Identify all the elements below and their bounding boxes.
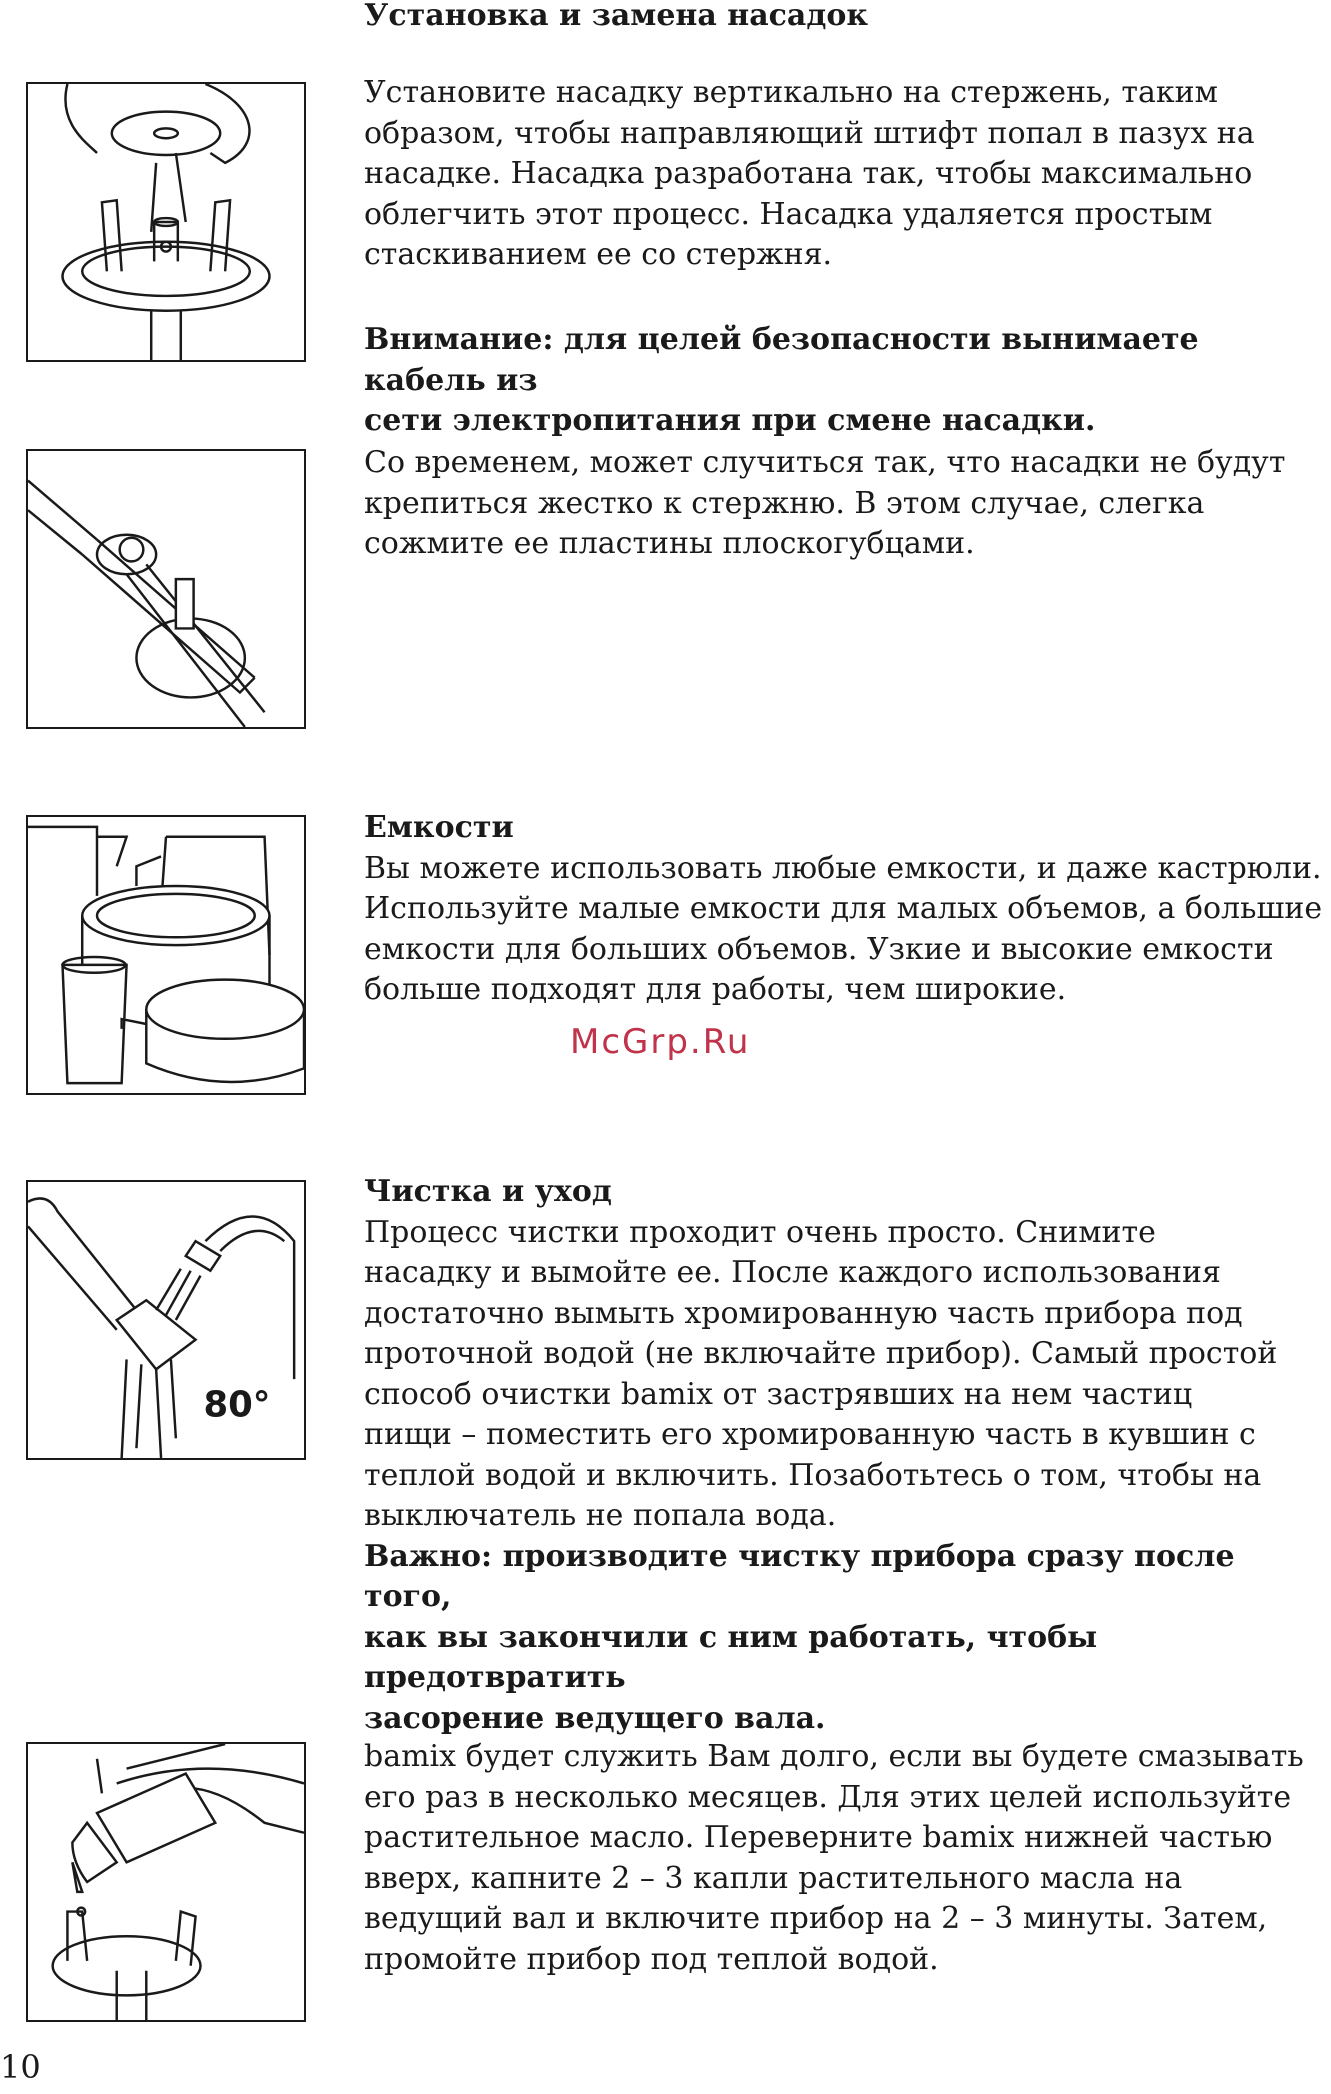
text-line: Установите насадку вертикально на стержень, таким (364, 75, 1218, 110)
pliers-instructions (364, 443, 1324, 565)
text-line: емкости для больших объемов. Узкие и высокие емкости (364, 931, 1274, 967)
text-line: сожмите ее пластины плоскогубцами. (364, 526, 975, 561)
text-line: крепиться жестко к стержню. В этом случае, слегка (364, 485, 1205, 521)
text-line: образом, чтобы направляющий штифт попал в пазух на (364, 115, 1255, 151)
text-line: Внимание: для целей безопасности вынимаете кабель из (364, 322, 1199, 398)
text-line: проточной водой (не включайте прибор). Самый простой (364, 1336, 1278, 1371)
safety-warning (364, 320, 1324, 442)
attachment-mounting-illustration (26, 82, 306, 362)
temperature-label: 80° (203, 1384, 271, 1426)
text-line: способ очистки bamix от застрявших на нем частиц (364, 1376, 1193, 1412)
oiling-illustration (26, 1742, 306, 2022)
containers-section (364, 808, 1324, 1011)
containers-illustration (26, 815, 306, 1095)
text-line: достаточно вымыть хромированную часть прибора под (364, 1295, 1243, 1331)
cleaning-illustration (26, 1180, 306, 1460)
section-title-containers: Емкости (364, 810, 514, 845)
page-number: 10 (0, 2048, 41, 2086)
text-line: растительное масло. Переверните bamix нижней частью (364, 1820, 1273, 1855)
important-note-line: засорение ведущего вала. (364, 1700, 826, 1736)
text-line: выключатель не попала вода. (364, 1498, 837, 1533)
cleaning-section (364, 1172, 1324, 1739)
text-line: Используйте малые емкости для малых объемов, а большие (364, 891, 1323, 926)
text-line: Со временем, может случиться так, что насадки не будут (364, 445, 1286, 480)
text-line: bamix будет служить Вам долго, если вы будете смазывать (364, 1739, 1304, 1774)
text-line: насадку и вымойте ее. После каждого использования (364, 1255, 1221, 1290)
pliers-illustration (26, 449, 306, 729)
text-line: Вы можете использовать любые емкости, и даже кастрюли. (364, 850, 1322, 886)
important-note-line: Важно: производите чистку прибора сразу после того, (364, 1538, 1235, 1614)
text-line: облегчить этот процесс. Насадка удаляется простым (364, 196, 1213, 232)
text-line: насадке. Насадка разработана так, чтобы максимально (364, 156, 1253, 191)
section-title-cleaning: Чистка и уход (364, 1174, 612, 1209)
text-line: вверх, капните 2 – 3 капли растительного масла на (364, 1860, 1183, 1896)
section-title-attachments: Установка и замена насадок (364, 0, 869, 33)
text-line: стаскиванием ее со стержня. (364, 237, 833, 272)
text-line: сети электропитания при смене насадки. (364, 403, 1096, 438)
text-line: теплой водой и включить. Позаботьтесь о том, чтобы на (364, 1457, 1262, 1493)
attachment-instructions (364, 73, 1324, 276)
text-line: промойте прибор под теплой водой. (364, 1941, 939, 1977)
text-line: больше подходят для работы, чем широкие. (364, 972, 1067, 1007)
text-line: его раз в несколько месяцев. Для этих целей используйте (364, 1779, 1292, 1815)
oiling-section (364, 1737, 1324, 1980)
important-note-line: как вы закончили с ним работать, чтобы предотвратить (364, 1619, 1098, 1695)
text-line: Процесс чистки проходит очень просто. Снимите (364, 1214, 1156, 1250)
text-line: пищи – поместить его хромированную часть в кувшин с (364, 1417, 1256, 1452)
watermark: McGrp.Ru (570, 1022, 751, 1062)
text-line: ведущий вал и включите прибор на 2 – 3 минуты. Затем, (364, 1901, 1268, 1936)
